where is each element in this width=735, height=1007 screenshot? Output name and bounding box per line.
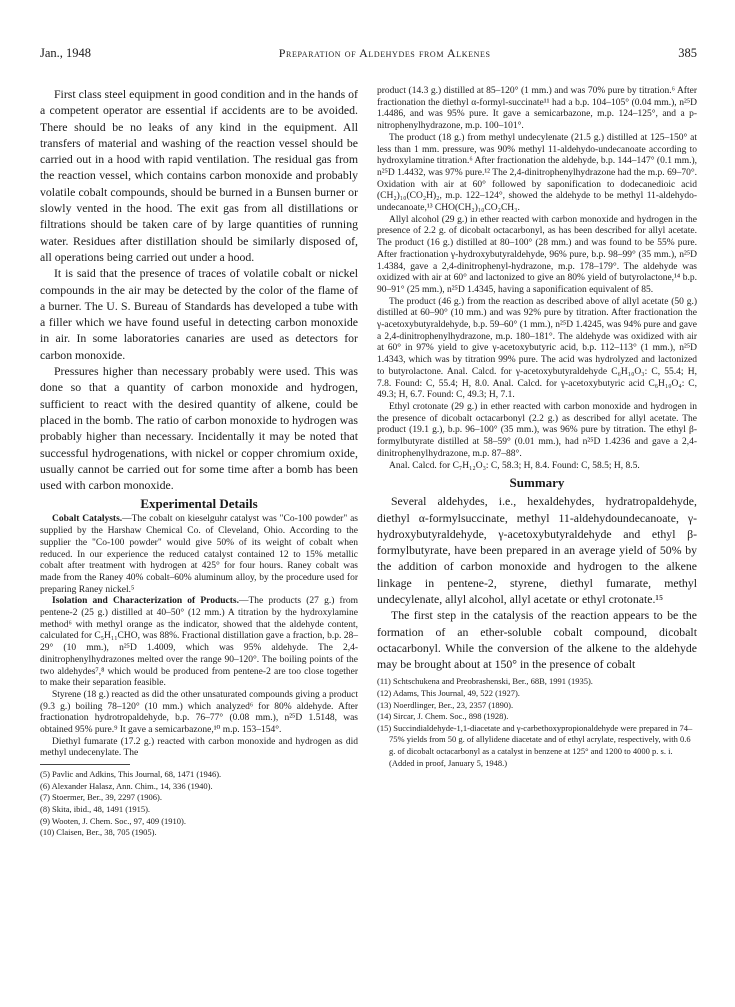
allyl-alcohol-paragraph: Allyl alcohol (29 g.) in ether reacted with carbon monoxide and hydrogen in the presence of 2.2 g. of dicobalt octacarbonyl, as has been described for allyl acetate. The product (16 g.) distilled at 80–100° (28 mm.) and was found to be 55% pure. After fractionation γ-hydroxybutyraldehyde, 96% pure, b.p. 98–99° (35 mm.), n²⁵D 1.4384, gave a 2,4-dinitrophenyl-hydrazone, m.p. 178–179°. The aldehyde was oxidized with air at 60° and lactonized to give an 80% yield of butyrolactone,¹⁴ b.p. 90–91° (25 mm.), n²⁵D 1.4345, having a saponification equivalent of 85.	[377, 214, 697, 295]
undecylenate-paragraph: The product (18 g.) from methyl undecylenate (21.5 g.) distilled at 125–150° at less than 1 mm. pressure, was 90% methyl 11-aldehydo-undecanoate according to hydroxylamine titration.⁶ After fractionation the aldehyde, b.p. 144–147° (0.1 mm.), n²⁵D 1.4432, was 97% pure.¹² The 2,4-dinitrophenylhydrazone had the m.p. 69–70°. Oxidation with air at 60° followed by saponification to dodecanedioic acid (CH₂)₁₀(CO₂H)₂, m.p. 122–124°, showed the aldehyde to be methyl 11-aldehydo-undecanoate,¹³ CHO(CH₂)₁₀CO₂CH₃.	[377, 132, 698, 214]
summary-paragraph-2: The first step in the catalysis of the reaction appears to be the formation of an ether-soluble cobalt compound, dicobalt octacarbonyl. While the conversion of the alkene to the aldehyde may be brought about at 150° in the presence of cobalt	[377, 608, 697, 672]
footnote-rule	[40, 764, 130, 765]
right-column	[377, 86, 697, 769]
page-number: 385	[678, 46, 697, 60]
allyl-acetate-paragraph: The product (46 g.) from the reaction as described above of allyl acetate (50 g.) distilled at 60–90° (10 mm.) and was 92% pure by titration. After fractionation the γ-acetoxybutyraldehyde, b.p. 59–60° (1 mm.), n²⁵D 1.4245, was 94% pure and gave a 2,4-dinitrophenylhydrazone, m.p. 180–181°. The aldehyde was oxidized with air at 60° in 97% yield to give γ-acetoxybutyric acid, b.p. 112–113° (1 mm.), n²⁵D 1.4343, which was by titration 99% pure. The acid was hydrolyzed and lactonized to butyrolactone. Anal. Calcd. for γ-acetoxybutyraldehyde C₆H₁₀O₃: C, 55.4; H, 7.8. Found: C, 55.4; H, 8.0. Anal. Calcd. for γ-acetoxybutyric acid C₆H₁₀O₄: C, 49.3; H, 6.7. Found: C, 49.3; H, 7.1.	[377, 296, 697, 401]
isolation-paragraph	[40, 596, 358, 690]
left-column	[40, 86, 358, 839]
styrene-paragraph: Styrene (18 g.) reacted as did the other unsaturated compounds giving a product (9.3 g.) boiling 78–120° (10 mm.) which analyzed⁶ for 80% aldehyde. After fractionation hydrotropaldehyde, b.p. 76–77° (0.08 mm.), n²⁵D 1.5148, was obtained 95% pure.⁹ It gave a semicarbazone,¹⁰ m.p. 153–154°.	[40, 689, 358, 736]
running-header	[40, 46, 697, 60]
cobalt-text: —The cobalt on kieselguhr catalyst was "Co-100 powder" as supplied by the Harshaw Chemical Co. of Cleveland, Ohio. According to the supplier the "Co-100 powder" would give 50% of its weight of cobalt when reduced. In our experience the reduced catalyst contained 12 to 15% metallic cobalt after treatment with hydrogen at 425° for four hours. Raney cobalt was made from the Raney 40% cobalt–60% aluminum alloy, by the procedure used for preparing Raney nickel.⁵	[40, 514, 358, 595]
experimental-heading: Experimental Details	[140, 496, 258, 512]
footnote: (7) Stoermer, Ber., 39, 2297 (1906).	[40, 792, 162, 803]
footnote: (10) Claisen, Ber., 38, 705 (1905).	[40, 827, 157, 838]
footnote: (8) Skita, ibid., 48, 1491 (1915).	[40, 803, 151, 814]
header-date: Jan., 1948	[40, 46, 92, 60]
analysis-line: Anal. Calcd. for C₇H₁₂O₃: C, 58.3; H, 8.4. Found: C, 58.5; H, 8.5.	[389, 460, 640, 471]
footnote: (13) Noerdlinger, Ber., 23, 2357 (1890).	[377, 699, 514, 710]
footnote: (5) Pavlic and Adkins, This Journal, 68, 1471 (1946).	[40, 769, 222, 780]
crotonate-paragraph: Ethyl crotonate (29 g.) in ether reacted with carbon monoxide and hydrogen in the presence of dicobalt octacarbonyl (2.2 g.) as described for allyl acetate. The product (19.1 g.), b.p. 96–100° (35 mm.), was 96% pure by titration. The ethyl β-formylbutyrate distilled at 58–59° (0.01 mm.), had n²⁵D 1.4236 and gave a 2,4-dinitrophenylhydrazone, m.p. 87–88°.	[377, 401, 697, 459]
footnote: (9) Wooten, J. Chem. Soc., 97, 409 (1910).	[40, 815, 187, 826]
cobalt-runin: Cobalt Catalysts.	[52, 514, 123, 525]
footnote: (12) Adams, This Journal, 49, 522 (1927).	[377, 688, 520, 699]
fumarate-continuation: product (14.3 g.) distilled at 85–120° (1 mm.) and was 70% pure by titration.⁶ After fractionation the diethyl α-formyl-succinate¹¹ had a b.p. 104–105° (0.04 mm.), n²⁵D 1.4486, and was 95% pure. It gave a semicarbazone, m.p. 124–125°, and a p-nitrophenylhydrazone, m.p. 100–101°.	[377, 86, 697, 132]
header-title: Preparation of Aldehydes from Alkenes	[278, 46, 491, 60]
detection-paragraph: It is said that the presence of traces of volatile cobalt or nickel compounds in the air may be detected by the color of the flame of a burner. The U. S. Bureau of Standards has developed a tube with a filler which we have found useful in detecting carbon monoxide in air. In some laboratories canaries are used as detectors for carbon monoxide.	[40, 266, 358, 362]
footnote: (6) Alexander Halasz, Ann. Chim., 14, 336 (1940).	[40, 780, 213, 791]
cobalt-catalysts-paragraph	[40, 514, 358, 596]
footnote: (11) Schtschukena and Preobrashenski, Ber., 68B, 1991 (1935).	[377, 676, 593, 687]
summary-paragraph-1: Several aldehydes, i.e., hexaldehydes, hydratropaldehyde, diethyl α-formylsuccinate, methyl 11-aldehydoundecanoate, γ-hydroxybutyraldehyde, γ-acetoxybutyraldehyde and ethyl β-formylbutyrate, have been prepared in an average yield of 50% by the addition of carbon monoxide and hydrogen to the alkene linkage in pentene-2, styrene, diethyl fumarate, methyl undecylenate, allyl alcohol, allyl acetate or ethyl crotonate.¹⁵	[377, 494, 697, 606]
summary-heading: Summary	[509, 475, 565, 491]
isolation-text: —The products (27 g.) from pentene-2 (25 g.) distilled at 40–50° (12 mm.) A titration by the hydroxylamine method⁶ with methyl orange as the indicator, showed that the aldehyde content, calculated for C₅H₁₁CHO, was 88%. Fractional distillation gave a fraction, b.p. 28–29° (10 mm.), n²⁵D 1.4009, which was 95% aldehyde. The 2,4-dinitrophenylhydrazones melted over the range 90–120°. The boiling points of the two aldehydes⁷,⁸ which would be produced from pentene-2 are too close together to make their separation feasible.	[40, 596, 358, 689]
safety-paragraph: First class steel equipment in good condition and in the hands of a competent operator are essential if accidents are to be avoided. There should be no leaks of any kind in the equipment. All transfers of material and washing of the reaction vessel should be carried out in a hood with rapid ventilation. The residual gas from the reaction vessel, which contains carbon monoxide and probably volatile cobalt compounds, should be burned in a Bunsen burner or slowly vented in the hood. The exit gas from all distillations or filtrations should be taken care of by large quantities of running water. Residues after distillation should be similarly disposed of, all operations being carried out under a hood.	[40, 87, 358, 264]
pressure-paragraph: Pressures higher than necessary probably were used. This was done so that a quantity of carbon monoxide and hydrogen, sufficient to react with the desired quantity of alkene, could be placed in the bomb. The ratio of carbon monoxide to hydrogen was probably higher than necessary. Incidentally it may be noted that successful hydrogenations, with nickel or copper chromium oxide, usually cannot be carried out for some time after a bomb has been used with carbon monoxide.	[40, 364, 358, 493]
footnote: (15) Succindialdehyde-1,1-diacetate and γ-carbethoxypropionaldehyde were prepared in 74–75% yields from 50 g. of allylidene diacetate and of ethyl acrylate, respectively, with 0.6 g. of dicobalt octacarbonyl as a catalyst in benzene at 125° and 1200 to 4000 p. s. i. (Added in proof, January 5, 1948.)	[377, 722, 693, 768]
isolation-runin: Isolation and Characterization of Products.	[52, 596, 239, 607]
fumarate-paragraph: Diethyl fumarate (17.2 g.) reacted with carbon monoxide and hydrogen as did methyl undecenylate. The	[40, 736, 358, 759]
footnote: (14) Sircar, J. Chem. Soc., 898 (1928).	[377, 711, 509, 722]
